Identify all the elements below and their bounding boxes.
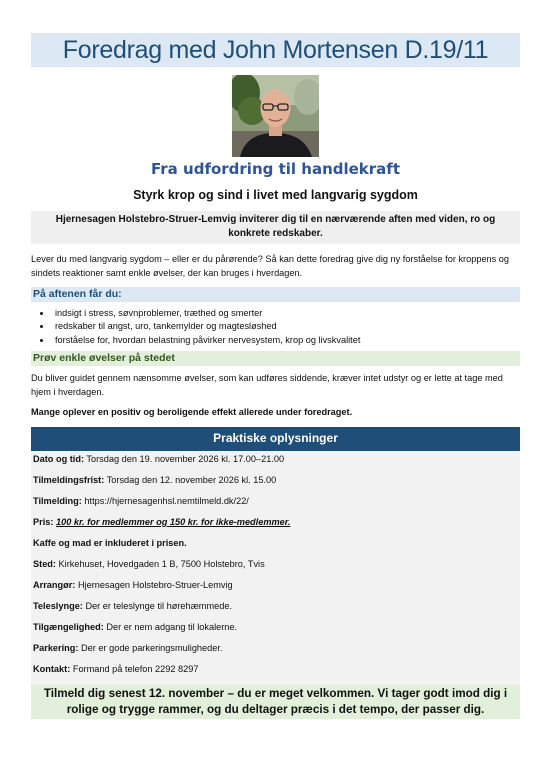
evening-heading: På aftenen får du: (31, 287, 520, 302)
contact-value: Formand på telefon 2292 8297 (72, 663, 199, 674)
deadline-value: Torsdag den 12. november 2026 kl. 15.00 (106, 474, 277, 485)
organizer-row (33, 578, 518, 599)
price-label: Pris: (33, 516, 54, 527)
page-title: Foredrag med John Mortensen D.19/11 (62, 35, 489, 64)
date-label: Dato og tid: (33, 453, 85, 464)
access-label: Tilgængelighed: (33, 621, 104, 632)
hearing-row (33, 599, 518, 620)
signup-label: Tilmelding: (33, 495, 82, 506)
exercises-note: Mange oplever en positiv og beroligende effekt allerede under foredraget. (31, 406, 353, 417)
deadline-row (33, 473, 518, 494)
place-row (33, 557, 518, 578)
parking-row (33, 641, 518, 662)
talk-subtitle: Fra udfordring til handlekraft (151, 160, 400, 178)
list-item: • indsigt i stress, søvnproblemer, træthed og smerter (52, 307, 520, 320)
organizer-value: Hjernesagen Holstebro-Struer-Lemvig (77, 579, 233, 590)
contact-row (33, 662, 518, 683)
signup-reminder: Tilmeld dig senest 12. november – du er meget velkommen. Vi tager godt imod dig i rolige og trygge rammer, og du deltager præcis i det tempo, der passer dig. (31, 685, 520, 719)
list-item: • forståelse for, hvordan belastning påvirker nervesystem, krop og livskvalitet (52, 334, 520, 347)
contact-label: Kontakt: (33, 663, 71, 674)
flyer (31, 33, 520, 719)
date-value: Torsdag den 19. november 2026 kl. 17.00–21.00 (86, 453, 285, 464)
parking-label: Parkering: (33, 642, 79, 653)
access-value: Der er nem adgang til lokalerne. (106, 621, 238, 632)
food-note: Kaffe og mad er inkluderet i prisen. (33, 537, 187, 548)
speaker-photo (232, 75, 319, 157)
intro-paragraph: Lever du med langvarig sygdom – eller er du pårørende? Så kan dette foredrag give dig ny forståelse for kroppens og sindets reaktioner samt enkle øvelser, der kan bruges i hverdagen. (31, 254, 510, 278)
price-row (33, 515, 518, 536)
parking-value: Der er gode parkeringsmuligheder. (81, 642, 223, 653)
invitation-box: Hjernesagen Holstebro-Struer-Lemvig inviterer dig til en nærværende aften med viden, ro og konkrete redskaber. (31, 211, 520, 244)
exercises-paragraph: Du bliver guidet gennem nænsomme øvelser, som kan udføres siddende, kræver intet udstyr og er lette at tage med hjem i hverdagen. (31, 372, 503, 397)
place-value: Kirkehuset, Hovedgaden 1 B, 7500 Holstebro, Tvis (58, 558, 265, 569)
evening-list (31, 307, 520, 347)
deadline-label: Tilmeldingsfrist: (33, 474, 105, 485)
practical-info (31, 451, 520, 685)
hearing-value: Der er teleslynge til hørehæmmede. (85, 600, 232, 611)
exercises-heading: Prøv enkle øvelser på stedet (31, 351, 520, 366)
signup-link[interactable]: https://hjernesagenhsl.nemtilmeld.dk/22/ (84, 495, 249, 506)
hearing-label: Teleslynge: (33, 600, 83, 611)
title-banner (31, 33, 520, 67)
date-row (33, 452, 518, 473)
organizer-label: Arrangør: (33, 579, 76, 590)
practical-heading: Praktiske oplysninger (31, 427, 520, 451)
list-item: • redskaber til angst, uro, tankemylder og magtesløshed (52, 320, 520, 333)
talk-tagline: Styrk krop og sind i livet med langvarig sygdom (133, 188, 418, 202)
signup-row (33, 494, 518, 515)
food-row (33, 536, 518, 557)
price-value: 100 kr. for medlemmer og 150 kr. for ikke-medlemmer. (56, 516, 291, 527)
access-row (33, 620, 518, 641)
photo-container (31, 75, 520, 157)
place-label: Sted: (33, 558, 56, 569)
